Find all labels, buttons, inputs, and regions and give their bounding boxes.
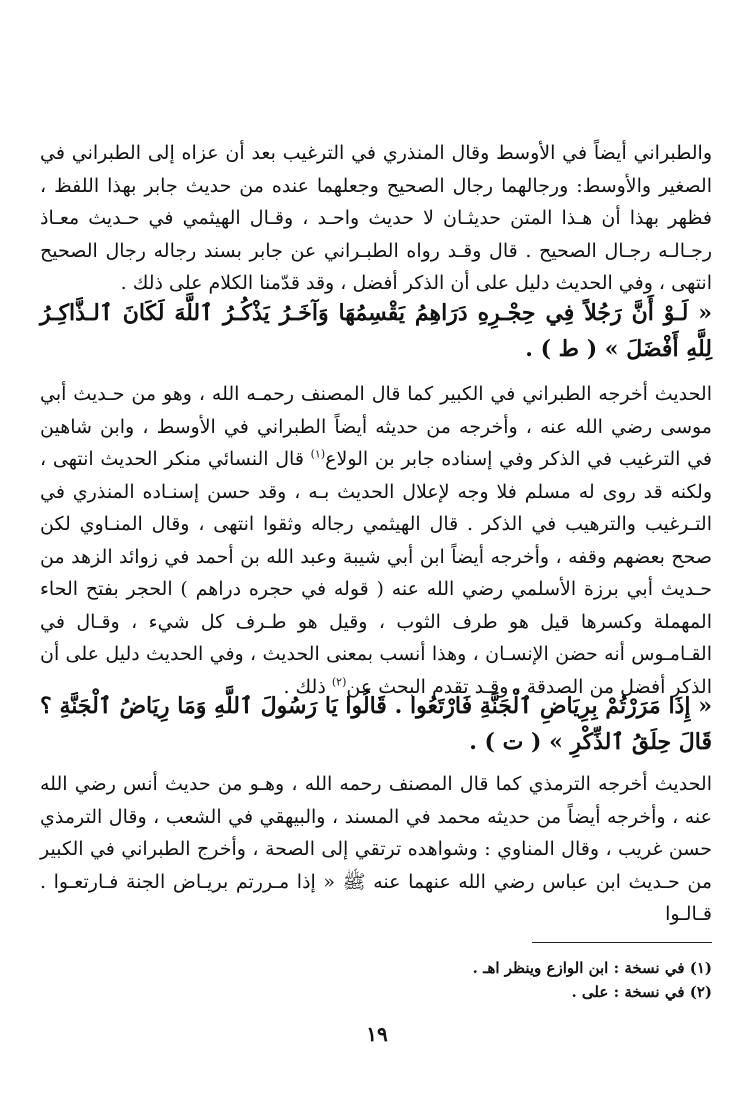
paragraph-text: قال النسائي منكر الحديث انتهى ، ولكنه قد روى له مسلم فلا وجه لإعلال الحديث بـه ، وقد حسن إسنـاده المنذري في التـرغيب والترهيب في الذكر . قال الهيثمي رجاله وثقوا انتهى ، وقال المنـاوي لكن صحح بعضهم وقفه ، وأخرجه أيضاً ابن أبي شيبة وعبد الله بن أحمد في زوائد الزهد من حـديث أبي برزة الأسلمي رضي الله عنه ( قوله في حجره دراهم ) الحجر بفتح الحاء المهملة وكسرها قيل هو طرف الثوب ، وقيل هو طـرف كل شيء ، وقـال في القـامـوس أنه حضن الإنسـان ، وهذا أنسب بمعنى الحديث ، وفي الحديث دليل على أن الذكر أفضل من الصدقة ، وقـد تقدم البحث عن [40, 448, 712, 698]
paragraph-text: ذلك . [283, 675, 332, 698]
hadith-source: ( ط ) . [525, 336, 598, 362]
footnotes [40, 956, 712, 1004]
footnote-reference-2[interactable]: (٢) [331, 675, 347, 689]
hadith-quote-1 [40, 295, 712, 367]
footnote-divider [532, 942, 712, 943]
commentary-paragraph-2 [40, 378, 712, 703]
hadith-text: « لَـوْ أَنَّ رَجُلاً فِي حِجْـرِهِ دَرَاهِمُ يَقْسِمُهَا وَآخَـرُ يَذْكُـرُ ٱللَّهَ لَكَانَ ٱلـذَّاكِـرُ لِلَّهِ أَفْضَلَ » [40, 300, 712, 362]
footnote-2: (٢) في نسخة : على . [571, 983, 712, 1001]
commentary-paragraph-1 [40, 137, 712, 300]
paragraph-text: الحديث أخرجه الترمذي كما قال المصنف رحمه الله ، وهـو من حديث أنس رضي الله عنه ، وأخرجه أيضاً من حديثه محمد في المسند ، والبيهقي في الشعب ، وقال الترمذي حسن غريب ، وقال المناوي : وشواهده ترتقي إلى الصحة ، وأخرج الطبراني في الكبير من حـديث ابن عباس رضي الله عنهما عنه ﷺ « إذا مـررتم بريـاض الجنة فـارتعـوا . قـالـوا [40, 773, 712, 925]
hadith-text: « إِذَا مَرَرْتُمْ بِرِيَاضِ ٱلْجَنَّةِ فَارْتَعُوا . قَالُوا يَا رَسُولَ ٱللَّهِ وَمَا رِيَاضُ ٱلْجَنَّةِ ؟ قَالَ حِلَقُ ٱلذِّكْرِ » [40, 693, 713, 755]
footnote-1: (١) في نسخة : ابن الوازع وينظر اهـ . [472, 959, 712, 977]
paragraph-text: والطبراني أيضاً في الأوسط وقال المنذري في الترغيب بعد أن عزاه إلى الطبراني في الصغير والأوسط: ورجالهما رجال الصحيح وجعلهما عنده من حديث جابر بهذا اللفظ ، فظهر بهذا أن هـذا المتن حديثـان لا حديث واحـد ، وقـال الهيثمي في حـديث معـاذ رجـالـه رجـال الصحيح . قال وقـد رواه الطبـراني عن جابر بسند رجاله رجال الصحيح انتهى ، وفي الحديث دليل على أن الذكر أفضل ، وقد قدّمنا الكلام على ذلك . [40, 142, 712, 294]
page-number: ١٩ [366, 1022, 388, 1046]
hadith-source: ( ت ) . [469, 729, 542, 755]
paragraph-text: الحديث أخرجه الطبراني في الكبير كما قال المصنف رحمـه الله ، وهو من حـديث أبي موسى رضي الله عنه ، وأخرجه من حديثه أيضاً الطبراني في الأوسط ، وابن شاهين في الترغيب في الذكر وفي إسناده جابر بن الولاع [40, 383, 712, 470]
footnote-reference-1[interactable]: (١) [310, 447, 326, 461]
commentary-paragraph-3 [40, 768, 712, 931]
hadith-quote-2 [40, 688, 712, 760]
